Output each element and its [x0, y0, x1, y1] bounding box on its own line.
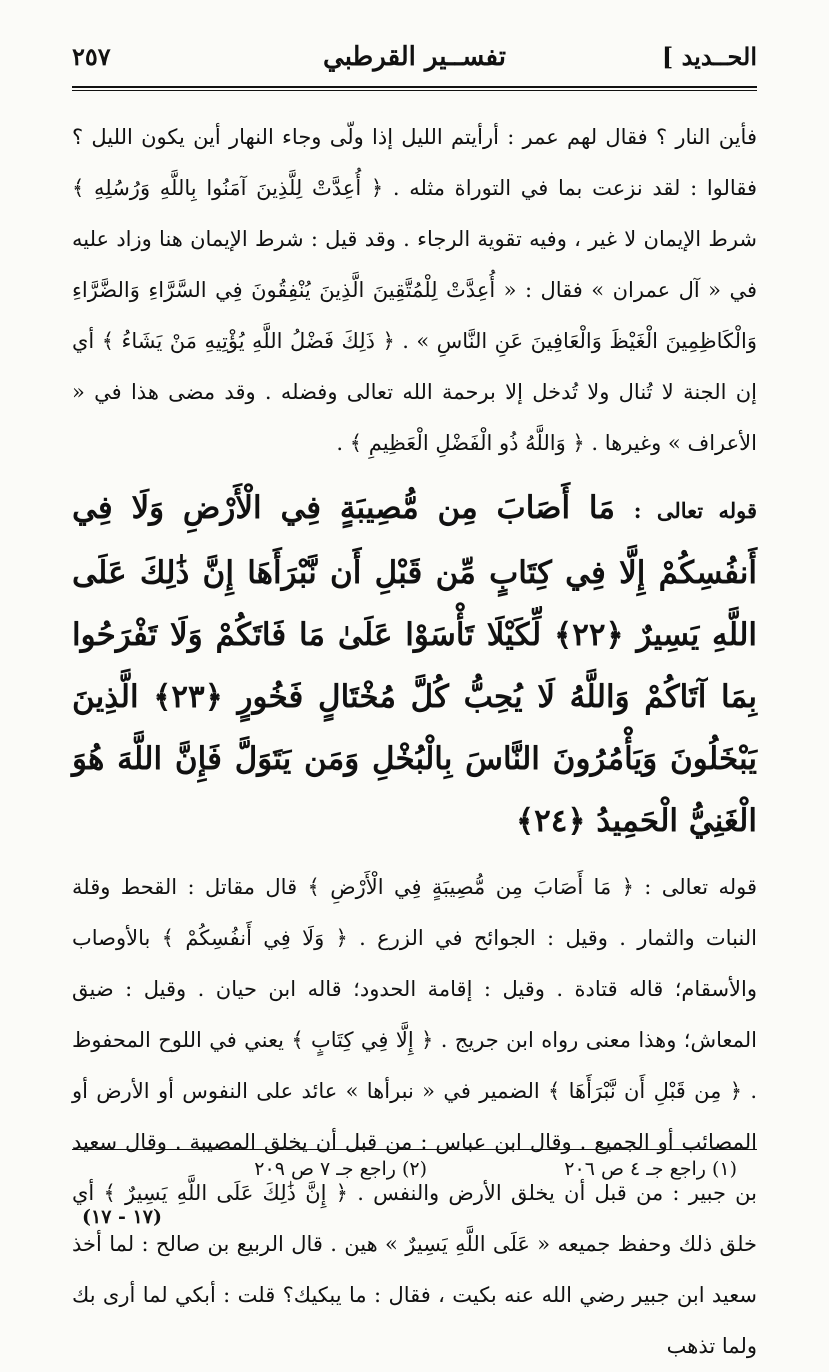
book-title: تفســير القرطبي: [323, 42, 506, 72]
footnote-rule: [72, 1149, 757, 1150]
signature-mark: (١٧ - ١٧): [82, 1206, 162, 1228]
quran-text: مَا أَصَابَ مِن مُّصِيبَةٍ فِي الْأَرْضِ وَلَا فِي أَنفُسِكُمْ إِلَّا فِي كِتَابٍ مِّن قَبْلِ أَن نَّبْرَأَهَا إِنَّ ذَٰلِكَ عَلَى اللَّهِ يَسِيرٌ ﴿٢٢﴾ لِّكَيْلَا تَأْسَوْا عَلَىٰ مَا فَاتَكُمْ وَلَا تَفْرَحُوا بِمَا آتَاكُمْ وَاللَّهُ لَا يُحِبُّ كُلَّ مُخْتَالٍ فَخُورٍ ﴿٢٣﴾ الَّذِينَ يَبْخَلُونَ وَيَأْمُرُونَ النَّاسَ بِالْبُخْلِ وَمَن يَتَوَلَّ فَإِنَّ اللَّهَ هُوَ الْغَنِيُّ الْحَمِيدُ ﴿٢٤﴾: [72, 490, 758, 839]
header-rule: [72, 86, 757, 91]
surah-name: الحــديد ]: [661, 42, 757, 71]
quran-verses: [72, 477, 757, 852]
footnotes: [72, 1158, 757, 1190]
commentary-paragraph: قوله تعالى : ﴿ مَا أَصَابَ مِن مُّصِيبَةٍ فِي الْأَرْضِ ﴾ قال مقاتل : القحط وقلة النبات والثمار . وقيل : الجوائح في الزرع . ﴿ وَلَا فِي أَنفُسِكُمْ ﴾ بالأوصاب والأسقام؛ قاله قتادة . وقيل : إقامة الحدود؛ قاله ابن حيان . وقيل : ضيق المعاش؛ وهذا معنى رواه ابن جريج . ﴿ إِلَّا فِي كِتَابٍ ﴾ يعني في اللوح المحفوظ . ﴿ مِن قَبْلِ أَن نَّبْرَأَهَا ﴾ الضمير في « نبرأها » عائد على النفوس أو الأرض أو المصائب أو الجميع . وقال ابن عباس : من قبل أن يخلق المصيبة . وقال سعيد بن جبير : من قبل أن يخلق الأرض والنفس . ﴿ إِنَّ ذَٰلِكَ عَلَى اللَّهِ يَسِيرٌ ﴾ أي خلق ذلك وحفظ جميعه « عَلَى اللَّهِ يَسِيرٌ » هين . قال الربيع بن صالح : لما أخذ سعيد ابن جبير رضي الله عنه بكيت ، فقال : ما يبكيك؟ قلت : أبكي لما أرى بك ولما تذهب: [72, 875, 757, 1358]
footnote-1: (١) راجع جـ ٤ ص ٢٠٦: [564, 1158, 737, 1180]
footnote-2: (٢) راجع جـ ٧ ص ٢٠٩: [254, 1158, 427, 1180]
page-number: ٢٥٧: [72, 42, 111, 71]
page-header: [72, 34, 757, 86]
intro-paragraph: فأين النار ؟ فقال لهم عمر : أرأيتم الليل إذا ولّى وجاء النهار أين يكون الليل ؟ فقالوا : لقد نزعت بما في التوراة مثله . ﴿ أُعِدَّتْ لِلَّذِينَ آمَنُوا بِاللَّهِ وَرُسُلِهِ ﴾ شرط الإيمان لا غير ، وفيه تقوية الرجاء . وقد قيل : شرط الإيمان هنا وزاد عليه في « آل عمران » فقال : « أُعِدَّتْ لِلْمُتَّقِينَ الَّذِينَ يُنْفِقُونَ فِي السَّرَّاءِ وَالضَّرَّاءِ وَالْكَاظِمِينَ الْغَيْظَ وَالْعَافِينَ عَنِ النَّاسِ » . ﴿ ذَلِكَ فَضْلُ اللَّهِ يُؤْتِيهِ مَنْ يَشَاءُ ﴾ أي إن الجنة لا تُنال ولا تُدخل إلا برحمة الله تعالى وفضله . وقد مضى هذا في « الأعراف » وغيرها . ﴿ وَاللَّهُ ذُو الْفَضْلِ الْعَظِيمِ ﴾ .: [72, 125, 757, 455]
quran-lead: قوله تعالى :: [633, 498, 757, 523]
